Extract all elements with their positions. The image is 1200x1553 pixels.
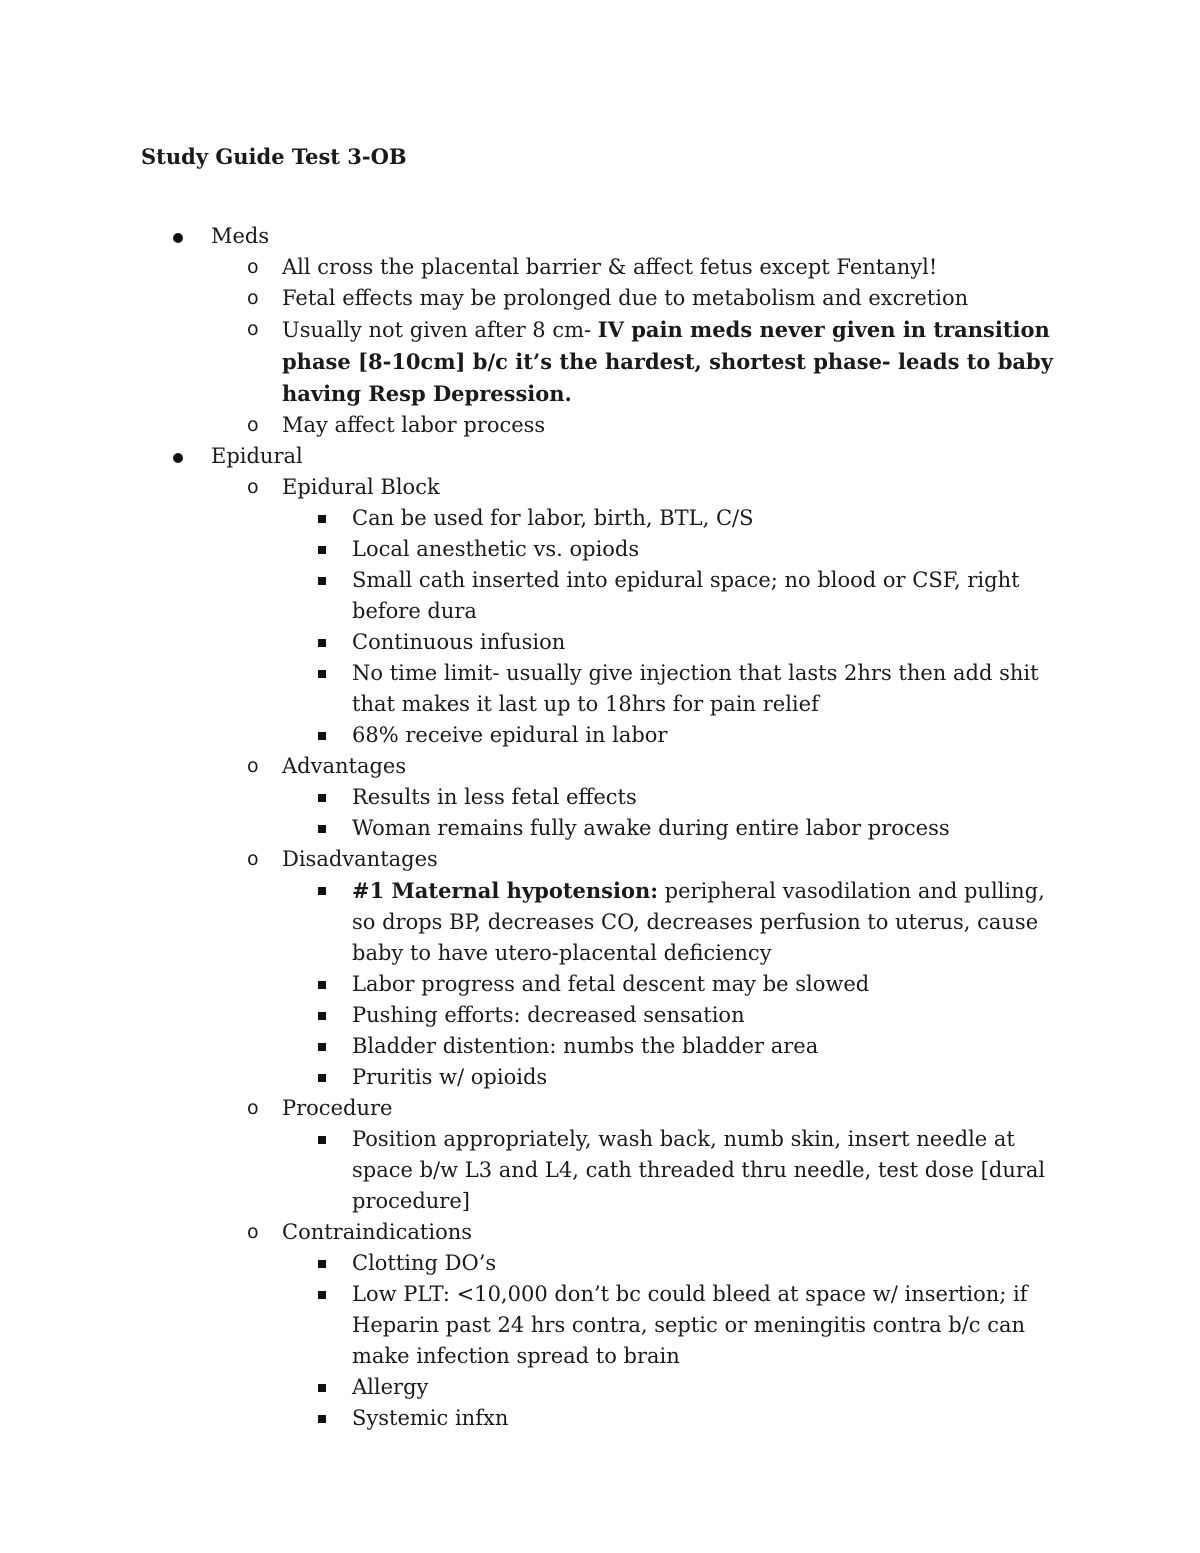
circle-bullet-icon: o	[247, 287, 259, 309]
list-item	[0, 252, 1072, 283]
list-item	[0, 1372, 1072, 1403]
square-bullet-icon	[318, 825, 326, 833]
item-text: 68% receive epidural in labor	[352, 723, 668, 747]
list-item	[0, 813, 1072, 844]
item-bold-text: #1 Maternal hypotension:	[352, 878, 658, 903]
item-text: Small cath inserted into epidural space; no blood or CSF, right before dura	[352, 568, 1020, 623]
square-bullet-icon	[318, 794, 326, 802]
square-bullet-icon	[318, 670, 326, 678]
list-item	[0, 503, 1072, 534]
square-bullet-icon	[318, 1136, 326, 1144]
square-bullet-icon	[318, 1291, 326, 1299]
list-item	[0, 314, 1072, 410]
square-bullet-icon	[318, 577, 326, 585]
list-item	[0, 472, 1072, 751]
item-text: Disadvantages	[282, 847, 438, 871]
item-text: No time limit- usually give injection that lasts 2hrs then add shit that makes it last up to 18hrs for pain relief	[352, 661, 1039, 716]
list-item	[0, 1248, 1072, 1279]
square-bullet-icon	[318, 887, 326, 895]
circle-bullet-icon: o	[247, 1221, 259, 1243]
item-text: Pushing efforts: decreased sensation	[352, 1003, 745, 1027]
item-text: Systemic infxn	[352, 1406, 509, 1430]
item-text: Local anesthetic vs. opiods	[352, 537, 640, 561]
item-text: Epidural Block	[282, 475, 440, 499]
square-bullet-icon	[318, 546, 326, 554]
square-bullet-icon	[318, 1074, 326, 1082]
list-item	[0, 1217, 1072, 1434]
sub-sub-list	[0, 503, 1072, 751]
sub-sub-list	[0, 782, 1072, 844]
list-item	[0, 844, 1072, 1093]
list-item	[0, 1031, 1072, 1062]
item-text: Procedure	[282, 1096, 393, 1120]
square-bullet-icon	[318, 1012, 326, 1020]
item-text: Can be used for labor, birth, BTL, C/S	[352, 506, 754, 530]
square-bullet-icon	[318, 981, 326, 989]
list-item	[0, 1403, 1072, 1434]
outline-list	[0, 221, 1200, 1434]
section-label: Epidural	[211, 444, 303, 468]
item-text: Labor progress and fetal descent may be slowed	[352, 972, 870, 996]
item-text: Contraindications	[282, 1220, 473, 1244]
item-text: Position appropriately, wash back, numb skin, insert needle at space b/w L3 and L4, cath threaded thru needle, test dose [dural procedure]	[352, 1127, 1046, 1213]
square-bullet-icon	[318, 1260, 326, 1268]
square-bullet-icon	[318, 639, 326, 647]
list-item	[0, 875, 1072, 969]
square-bullet-icon	[318, 732, 326, 740]
item-text: Bladder distention: numbs the bladder area	[352, 1034, 819, 1058]
list-item	[0, 782, 1072, 813]
circle-bullet-icon: o	[247, 848, 259, 870]
item-text: Usually not given after 8 cm-	[282, 318, 598, 342]
item-text: Woman remains fully awake during entire labor process	[352, 816, 950, 840]
item-text: Low PLT: <10,000 don’t bc could bleed at space w/ insertion; if Heparin past 24 hrs contra, septic or meningitis contra b/c can make infection spread to brain	[352, 1282, 1028, 1368]
sub-sub-list	[0, 875, 1072, 1093]
item-text: Results in less fetal effects	[352, 785, 637, 809]
list-item-meds	[0, 221, 1200, 441]
list-item	[0, 534, 1072, 565]
item-text: Continuous infusion	[352, 630, 566, 654]
square-bullet-icon	[318, 1415, 326, 1423]
list-item-epidural	[0, 441, 1200, 1434]
item-bold-text: IV pain meds never given in transition phase [8-10cm] b/c it’s the hardest, shortest phase- leads to baby having Resp Depression.	[282, 317, 1053, 406]
circle-bullet-icon: o	[247, 755, 259, 777]
list-item	[0, 720, 1072, 751]
sub-sub-list	[0, 1248, 1072, 1434]
page-title: Study Guide Test 3-OB	[141, 144, 407, 169]
list-item	[0, 410, 1072, 441]
item-text: Allergy	[352, 1375, 429, 1399]
sub-list	[0, 472, 1200, 1434]
sub-sub-list	[0, 1124, 1072, 1217]
circle-bullet-icon: o	[247, 1097, 259, 1119]
square-bullet-icon	[318, 515, 326, 523]
item-text: May affect labor process	[282, 413, 546, 437]
list-item	[0, 283, 1072, 314]
list-item	[0, 1062, 1072, 1093]
list-item	[0, 627, 1072, 658]
outline	[0, 221, 1200, 1434]
circle-bullet-icon: o	[247, 256, 259, 278]
item-text: Clotting DO’s	[352, 1251, 497, 1275]
list-item	[0, 751, 1072, 844]
list-item	[0, 1279, 1072, 1372]
sub-list	[0, 252, 1200, 441]
list-item	[0, 1093, 1072, 1217]
square-bullet-icon	[318, 1384, 326, 1392]
item-text: Fetal effects may be prolonged due to metabolism and excretion	[282, 286, 969, 310]
section-label: Meds	[211, 224, 270, 248]
list-item	[0, 969, 1072, 1000]
list-item	[0, 658, 1072, 720]
item-text: All cross the placental barrier & affect fetus except Fentanyl!	[282, 255, 938, 279]
circle-bullet-icon: o	[247, 414, 259, 436]
list-item	[0, 1000, 1072, 1031]
list-item	[0, 1124, 1072, 1217]
item-text: Pruritis w/ opioids	[352, 1065, 548, 1089]
list-item	[0, 565, 1072, 627]
item-text: peripheral vasodilation and pulling, so drops BP, decreases CO, decreases perfusion to uterus, cause baby to have utero-placental deficiency	[352, 879, 1045, 965]
circle-bullet-icon: o	[247, 318, 259, 340]
square-bullet-icon	[318, 1043, 326, 1051]
item-text: Advantages	[282, 754, 407, 778]
circle-bullet-icon: o	[247, 476, 259, 498]
